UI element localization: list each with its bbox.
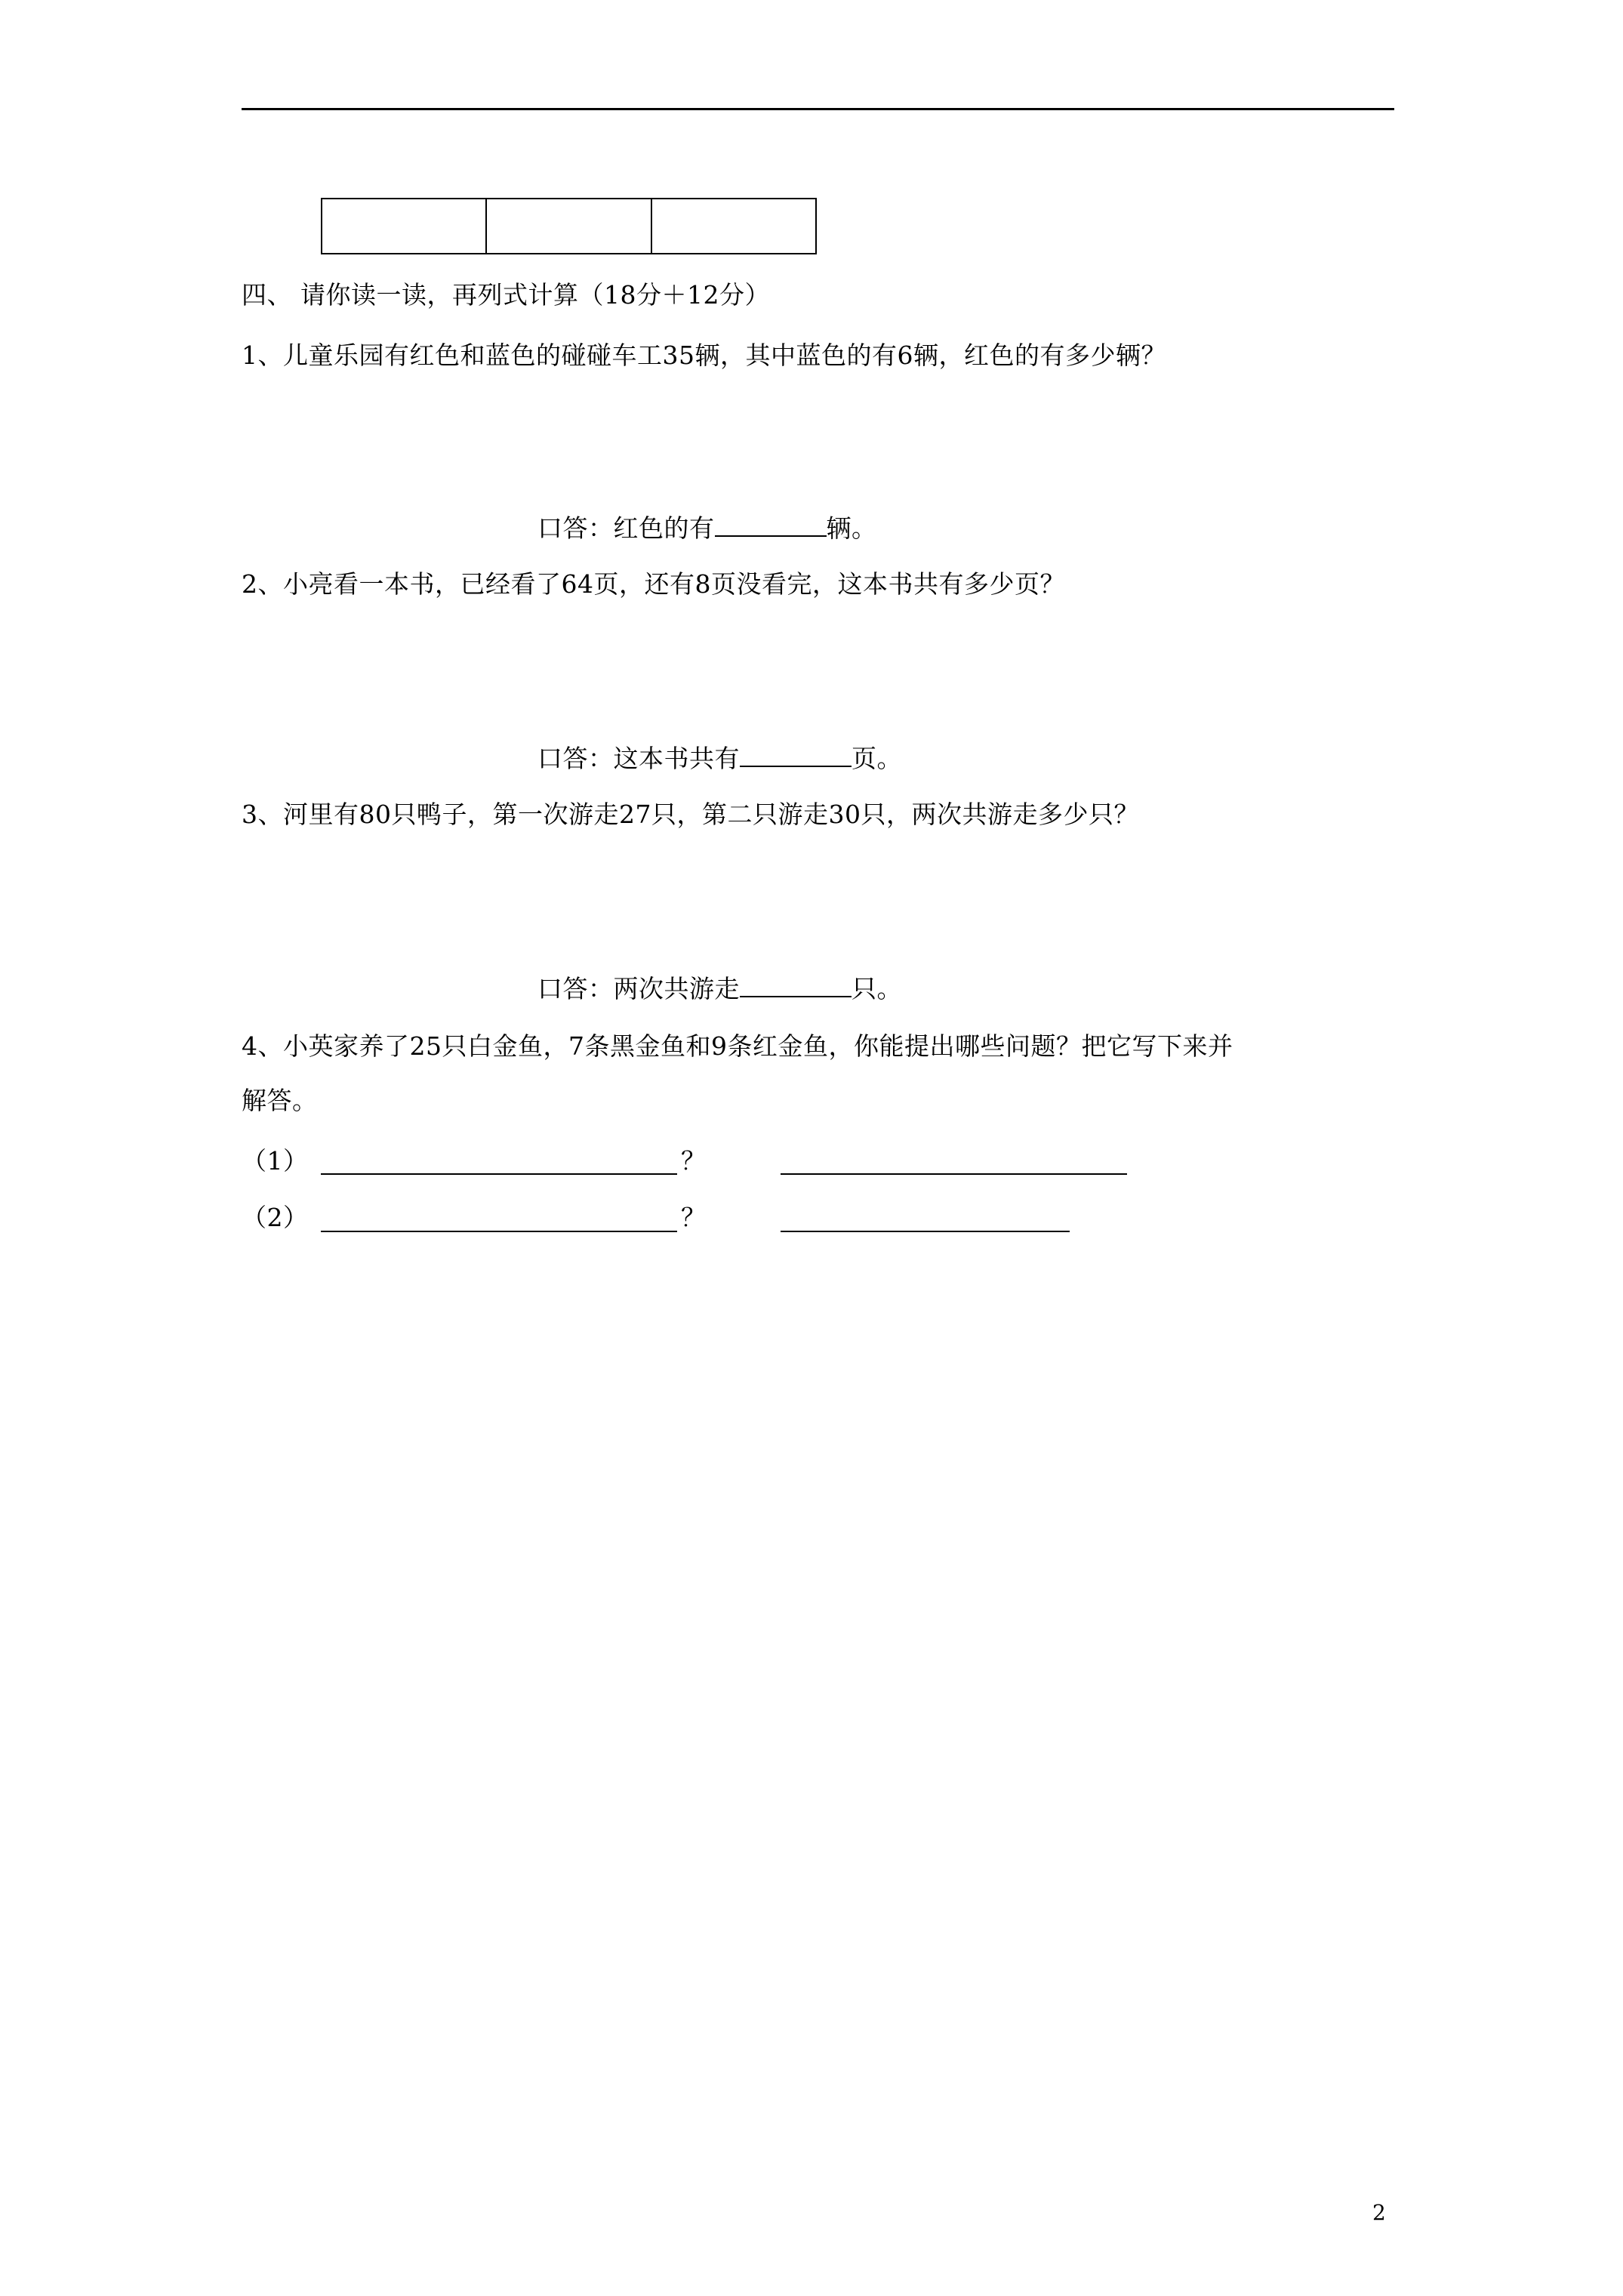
question-mark-2: ？ <box>681 1203 707 1232</box>
problem-2-answer <box>537 740 902 775</box>
problem-3-text: 3、河里有80只鸭子，第一次游走27只，第二只游走30只，两次共游走多少只？ <box>242 800 1139 829</box>
answer-blank-3[interactable] <box>740 970 852 997</box>
grid-cell[interactable] <box>322 199 487 253</box>
problem-1-text: 1、儿童乐园有红色和蓝色的碰碰车工35辆，其中蓝色的有6辆，红色的有多少辆？ <box>242 341 1166 370</box>
answer-blank-2[interactable] <box>740 740 852 767</box>
answer-prefix: 口答：红色的有 <box>537 513 715 543</box>
answer-suffix: 只。 <box>852 974 902 1003</box>
problem-3-answer <box>537 970 902 1005</box>
header-rule <box>242 108 1394 110</box>
grid-cell[interactable] <box>652 199 815 253</box>
section-heading: 四、 请你读一读，再列式计算（18分＋12分） <box>242 280 770 310</box>
answer-line-2[interactable] <box>781 1231 1070 1232</box>
question-mark-1: ？ <box>681 1146 707 1176</box>
answer-grid-table <box>321 198 817 254</box>
problem-1-answer <box>537 510 877 544</box>
answer-blank-1[interactable] <box>715 510 827 537</box>
answer-suffix: 辆。 <box>826 513 877 543</box>
problem-4-text-line1: 4、小英家养了25只白金鱼，7条黑金鱼和9条红金鱼，你能提出哪些问题？把它写下来并 <box>242 1031 1233 1061</box>
sub-item-1-label: （1） <box>242 1146 309 1176</box>
sub-item-2-label: （2） <box>242 1203 309 1232</box>
question-line-1[interactable] <box>321 1173 677 1175</box>
answer-line-1[interactable] <box>781 1173 1127 1175</box>
answer-prefix: 口答：两次共游走 <box>537 974 740 1003</box>
problem-4-text-line2: 解答。 <box>242 1086 318 1115</box>
question-line-2[interactable] <box>321 1231 677 1232</box>
page-number: 2 <box>1372 2200 1386 2225</box>
answer-suffix: 页。 <box>852 744 902 773</box>
answer-prefix: 口答：这本书共有 <box>537 744 740 773</box>
grid-cell[interactable] <box>487 199 651 253</box>
problem-2-text: 2、小亮看一本书，已经看了64页，还有8页没看完，这本书共有多少页？ <box>242 569 1065 599</box>
